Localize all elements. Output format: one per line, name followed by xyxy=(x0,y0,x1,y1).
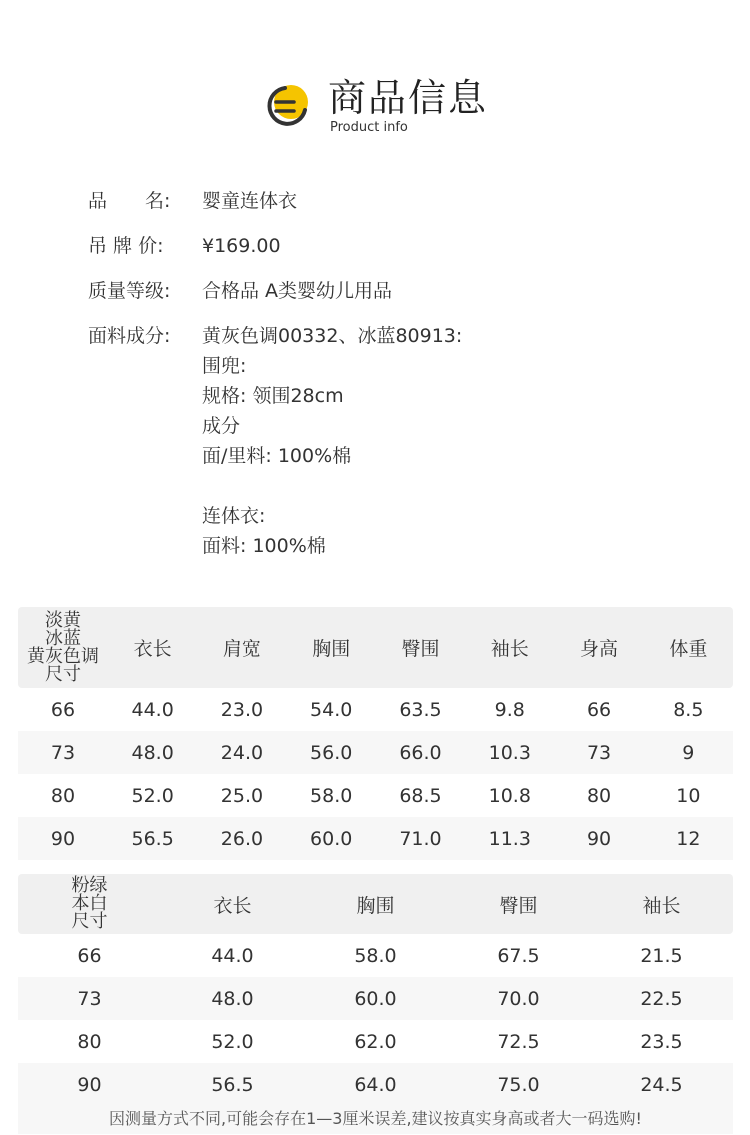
info-value-line: ¥169.00 xyxy=(202,235,281,257)
info-label: 品 名: xyxy=(88,190,171,212)
table-cell: 68.5 xyxy=(399,784,442,807)
header-line: 粉绿 xyxy=(71,875,108,896)
header-cell-size xyxy=(18,877,161,931)
info-value-line: 围兜: xyxy=(202,355,247,377)
table-cell: 10.3 xyxy=(488,741,531,764)
table-cell: 66.0 xyxy=(399,741,442,764)
table-row xyxy=(18,977,733,1020)
table-cell: 73 xyxy=(586,741,612,764)
table-cell: 22.5 xyxy=(640,987,683,1010)
header-line: 淡黄 xyxy=(45,609,81,631)
info-row xyxy=(88,186,708,216)
table-row xyxy=(18,817,733,860)
table-row xyxy=(18,774,733,817)
table-cell: 10 xyxy=(676,784,701,807)
info-value-line: 规格: 领围28cm xyxy=(202,385,344,407)
table-cell: 44.0 xyxy=(211,944,254,967)
info-row xyxy=(88,231,708,261)
table-cell: 73 xyxy=(77,987,102,1010)
table-cell: 44.0 xyxy=(131,698,174,721)
header-line: 本白 xyxy=(71,893,108,914)
table-cell: 56.0 xyxy=(310,741,353,764)
table-cell: 58.0 xyxy=(354,944,397,967)
table-cell: 56.5 xyxy=(131,827,174,850)
table-cell: 48.0 xyxy=(131,741,174,764)
table-cell: 12 xyxy=(676,827,701,850)
info-value-line: 连体衣: xyxy=(202,505,266,527)
table-cell: 9.8 xyxy=(494,698,525,721)
table-row xyxy=(18,1063,733,1106)
table-cell: 9 xyxy=(682,741,695,764)
table-cell: 72.5 xyxy=(497,1030,540,1053)
header-cell: 体重 xyxy=(669,638,708,660)
info-label: 吊 牌 价: xyxy=(88,235,164,257)
info-value xyxy=(202,186,708,216)
table-cell: 75.0 xyxy=(497,1073,540,1096)
header-cell: 袖长 xyxy=(642,894,681,917)
table-cell: 11.3 xyxy=(488,827,531,850)
table-cell: 8.5 xyxy=(673,698,704,721)
table-row xyxy=(18,1020,733,1063)
info-value xyxy=(202,276,708,306)
table-cell: 48.0 xyxy=(211,987,254,1010)
table-cell: 23.5 xyxy=(640,1030,683,1053)
header-cell-size xyxy=(18,609,108,685)
table-cell: 80 xyxy=(50,784,76,807)
table-cell: 23.0 xyxy=(220,698,264,721)
header-cell: 身高 xyxy=(580,638,619,660)
measurement-note: 因测量方式不同,可能会存在1—3厘米误差,建议按真实身高或者大一码选购! xyxy=(18,1104,733,1134)
table-cell: 67.5 xyxy=(497,944,540,967)
header-line: 黄灰色调 xyxy=(27,645,99,667)
table-cell: 24.5 xyxy=(640,1073,683,1096)
info-value-line: 成分 xyxy=(202,415,241,437)
table-cell: 60.0 xyxy=(310,827,353,850)
info-value-line: 黄灰色调00332、冰蓝80913: xyxy=(202,325,463,347)
table-row xyxy=(18,688,733,731)
header-cell: 臀围 xyxy=(499,894,538,917)
table-header xyxy=(18,874,733,934)
header-line: 尺寸 xyxy=(71,911,108,932)
table-cell: 60.0 xyxy=(354,987,397,1010)
page-subtitle: Product info xyxy=(330,120,408,135)
table-cell: 66 xyxy=(50,698,76,721)
document-icon xyxy=(264,80,314,130)
table-row xyxy=(18,731,733,774)
table-cell: 90 xyxy=(586,827,612,850)
table-cell: 64.0 xyxy=(354,1073,397,1096)
product-info-list xyxy=(88,186,708,576)
table-cell: 90 xyxy=(50,827,76,850)
info-value-line xyxy=(202,471,708,501)
table-cell: 56.5 xyxy=(211,1073,254,1096)
header-cell: 衣长 xyxy=(133,638,172,660)
info-value-line: 合格品 A类婴幼儿用品 xyxy=(202,280,393,302)
header-cell: 胸围 xyxy=(356,894,395,917)
table-cell: 73 xyxy=(50,741,76,764)
info-value xyxy=(202,231,708,261)
table-cell: 71.0 xyxy=(399,827,442,850)
table-cell: 24.0 xyxy=(220,741,264,764)
info-row xyxy=(88,276,708,306)
table-cell: 25.0 xyxy=(220,784,264,807)
table-cell: 63.5 xyxy=(399,698,442,721)
header-cell: 臀围 xyxy=(401,638,440,660)
table-cell: 52.0 xyxy=(211,1030,254,1053)
header-cell: 衣长 xyxy=(213,894,252,917)
header-line: 尺寸 xyxy=(45,663,81,685)
info-label: 质量等级: xyxy=(88,280,171,302)
table-cell: 66 xyxy=(77,944,102,967)
table-cell: 62.0 xyxy=(354,1030,397,1053)
table-cell: 21.5 xyxy=(640,944,683,967)
header-cell: 肩宽 xyxy=(222,638,261,660)
table-cell: 10.8 xyxy=(488,784,531,807)
table-header xyxy=(18,607,733,688)
table-cell: 80 xyxy=(77,1030,102,1053)
info-value-line: 婴童连体衣 xyxy=(202,190,298,212)
header-cell: 胸围 xyxy=(312,638,351,660)
info-value-line: 面料: 100%棉 xyxy=(202,535,326,557)
table-cell: 52.0 xyxy=(131,784,174,807)
header-line: 冰蓝 xyxy=(45,627,81,649)
info-label: 面料成分: xyxy=(88,325,171,347)
info-value-line: 面/里料: 100%棉 xyxy=(202,445,352,467)
table-cell: 90 xyxy=(77,1073,102,1096)
table-cell: 66 xyxy=(586,698,612,721)
table-cell: 58.0 xyxy=(310,784,353,807)
info-value xyxy=(202,321,708,561)
table-cell: 54.0 xyxy=(310,698,353,721)
header-cell: 袖长 xyxy=(490,638,529,660)
table-row xyxy=(18,934,733,977)
size-table-1 xyxy=(18,607,733,860)
table-cell: 80 xyxy=(586,784,612,807)
table-cell: 26.0 xyxy=(220,827,264,850)
table-cell: 70.0 xyxy=(497,987,540,1010)
info-row xyxy=(88,321,708,561)
size-table-2 xyxy=(18,874,733,1106)
page-title: 商品信息 xyxy=(328,76,489,120)
